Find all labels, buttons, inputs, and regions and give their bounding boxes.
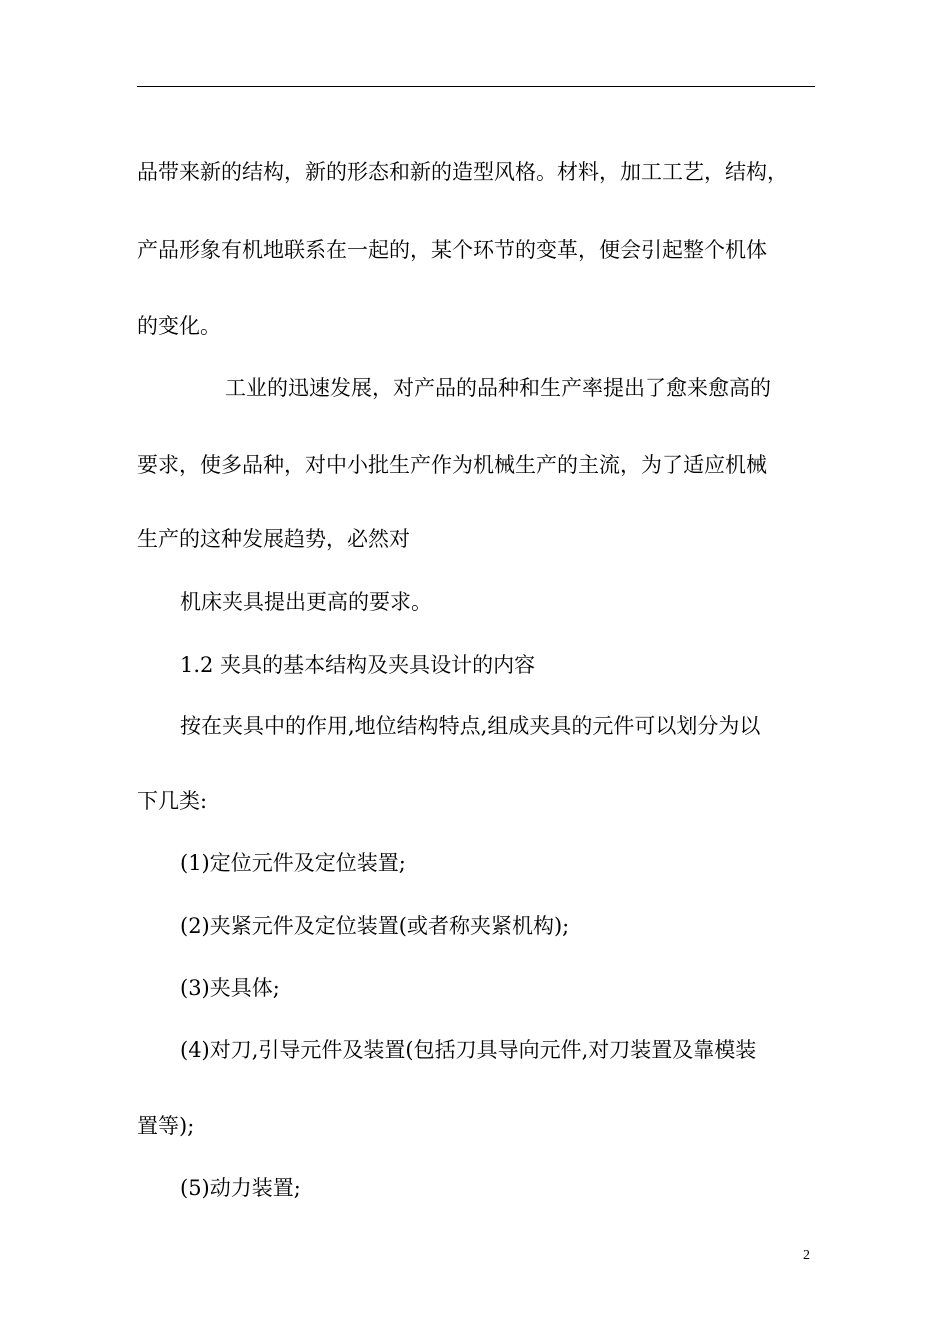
list-item-continuation: 置等); (137, 1114, 195, 1138)
section-heading: 1.2 夹具的基本结构及夹具设计的内容 (180, 653, 536, 677)
list-item: (3)夹具体; (180, 976, 280, 1000)
body-text-line: 下几类: (137, 789, 208, 813)
body-text-line: 的变化。 (137, 314, 221, 338)
list-item: (4)对刀,引导元件及装置(包括刀具导向元件,对刀装置及靠模装 (180, 1038, 757, 1062)
page-number: 2 (803, 1248, 810, 1263)
body-text-line: 产品形象有机地联系在一起的，某个环节的变革，便会引起整个机体 (137, 238, 767, 262)
body-text-line: 要求，使多品种，对中小批生产作为机械生产的主流，为了适应机械 (137, 453, 767, 477)
header-rule (137, 86, 815, 87)
list-item: (5)动力装置; (180, 1176, 301, 1200)
paragraph-first-line: 按在夹具中的作用,地位结构特点,组成夹具的元件可以划分为以 (180, 714, 761, 738)
body-text-line: 机床夹具提出更高的要求。 (180, 590, 432, 614)
body-text-line: 品带来新的结构，新的形态和新的造型风格。材料，加工工艺，结构， (137, 160, 788, 184)
body-text-line: 生产的这种发展趋势，必然对 (137, 527, 410, 551)
list-item: (2)夹紧元件及定位装置(或者称夹紧机构); (180, 914, 570, 938)
list-item: (1)定位元件及定位装置; (180, 851, 406, 875)
paragraph-first-line: 工业的迅速发展，对产品的品种和生产率提出了愈来愈高的 (225, 376, 771, 400)
